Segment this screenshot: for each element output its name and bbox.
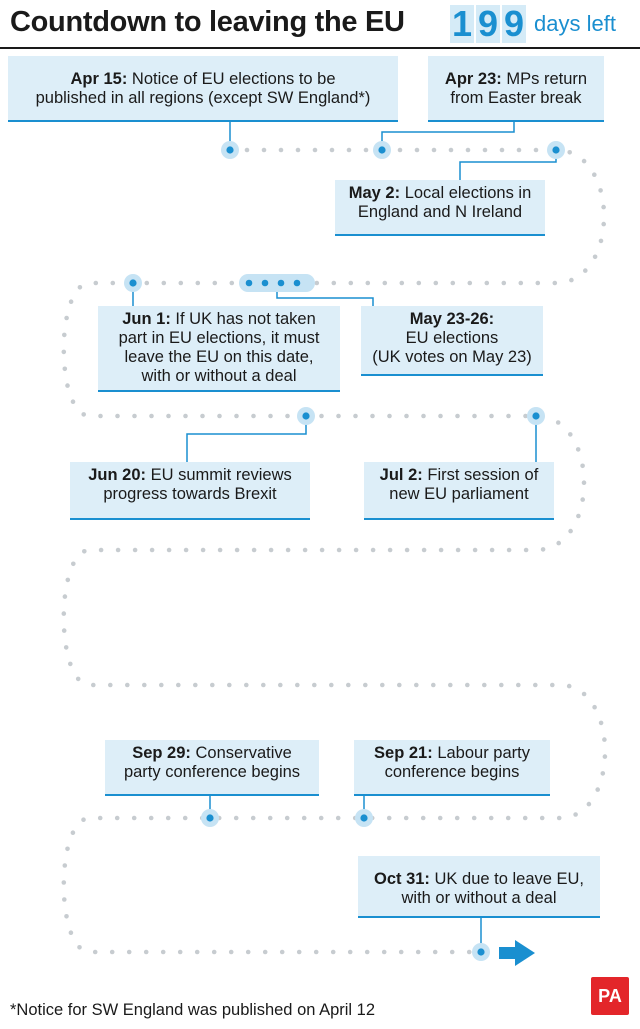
event-text: EU elections: [405, 329, 499, 347]
path-dot: [370, 414, 375, 419]
path-dot: [98, 816, 103, 821]
path-dot: [296, 148, 301, 153]
path-dot: [63, 594, 68, 599]
path-dot: [251, 414, 256, 419]
path-dot: [348, 950, 353, 955]
path-dot: [268, 816, 273, 821]
path-dot: [269, 548, 274, 553]
path-dot: [434, 281, 439, 286]
path-dot: [62, 880, 67, 885]
path-dot: [568, 529, 573, 534]
path-dot: [229, 950, 234, 955]
path-dot: [115, 816, 120, 821]
path-dot: [329, 683, 334, 688]
path-dot: [450, 950, 455, 955]
path-dot: [541, 547, 546, 552]
path-dot: [297, 950, 302, 955]
path-dot: [115, 414, 120, 419]
path-dot: [262, 148, 267, 153]
path-dot: [244, 683, 249, 688]
event-date: Sep 29:: [132, 744, 191, 762]
event-text: MPs return: [506, 70, 588, 88]
path-dot: [166, 414, 171, 419]
path-dot: [62, 333, 67, 338]
path-dot: [268, 414, 273, 419]
path-dot: [76, 677, 81, 682]
event-text: with or without a deal: [141, 367, 297, 385]
event-date: May 23-26:: [409, 310, 495, 328]
path-dot: [593, 254, 598, 259]
connector-line: [460, 150, 556, 180]
path-dot: [432, 148, 437, 153]
path-dot: [64, 914, 69, 919]
path-dot: [312, 683, 317, 688]
path-dot: [145, 281, 150, 286]
path-dot: [483, 148, 488, 153]
path-dot: [553, 281, 558, 286]
event-date: Jun 20:: [88, 466, 146, 484]
footnote: *Notice for SW England was published on April 12: [10, 1001, 376, 1019]
event-text: England and N Ireland: [357, 203, 523, 221]
path-dot: [416, 950, 421, 955]
path-dot: [125, 683, 130, 688]
path-dot: [142, 683, 147, 688]
path-dot: [183, 414, 188, 419]
event-jul2: [364, 462, 554, 520]
path-dot: [280, 950, 285, 955]
page-title: Countdown to leaving the EU: [10, 6, 405, 38]
path-dot: [149, 414, 154, 419]
path-dot: [583, 268, 588, 273]
path-dot: [302, 816, 307, 821]
path-dot: [245, 148, 250, 153]
path-dot: [489, 816, 494, 821]
path-dot: [178, 950, 183, 955]
path-dot: [99, 548, 104, 553]
path-dot: [336, 816, 341, 821]
path-dot: [556, 541, 561, 546]
counter-digit: 1: [451, 3, 473, 44]
arrow-icon: [499, 940, 535, 966]
event-marker-dot: [378, 146, 385, 153]
path-dot: [144, 950, 149, 955]
path-dot: [234, 816, 239, 821]
event-jun1: [98, 306, 340, 392]
path-dot: [601, 205, 606, 210]
path-dot: [278, 683, 283, 688]
path-dot: [65, 847, 70, 852]
event-marker-dot: [302, 412, 309, 419]
path-dot: [468, 281, 473, 286]
counter-digit: 9: [503, 3, 525, 44]
event-text: party conference begins: [123, 763, 301, 781]
path-dot: [161, 950, 166, 955]
path-dot: [400, 281, 405, 286]
event-sep29: [105, 740, 319, 796]
path-dot: [387, 414, 392, 419]
path-dot: [573, 812, 578, 817]
path-dot: [353, 414, 358, 419]
event-apr23: [428, 56, 604, 122]
path-dot: [331, 950, 336, 955]
event-jun20: [70, 462, 310, 520]
event-date: Sep 21:: [374, 744, 433, 762]
event-date: Apr 23:: [444, 70, 502, 88]
path-dot: [482, 683, 487, 688]
connector-lines: [133, 122, 556, 952]
path-dot: [519, 281, 524, 286]
path-dot: [601, 771, 606, 776]
event-text: If UK has not taken: [175, 310, 316, 328]
event-marker-dot: [278, 280, 285, 287]
path-dot: [533, 683, 538, 688]
event-date: Oct 31:: [373, 870, 430, 888]
event-text: from Easter break: [450, 89, 582, 107]
path-dot: [557, 816, 562, 821]
event-marker-dot: [226, 146, 233, 153]
counter-digit: 9: [477, 3, 499, 44]
event-marker-dot: [552, 146, 559, 153]
path-dot: [455, 816, 460, 821]
event-text: EU summit reviews: [150, 466, 292, 484]
event-may2326: [361, 306, 543, 376]
path-dot: [111, 281, 116, 286]
event-text: part in EU elections, it must: [118, 329, 320, 347]
path-dot: [184, 548, 189, 553]
event-text: published in all regions (except SW England*): [35, 89, 371, 107]
event-text: conference begins: [384, 763, 520, 781]
path-dot: [210, 683, 215, 688]
event-text: Notice of EU elections to be: [131, 70, 336, 88]
path-dot: [332, 281, 337, 286]
path-dot: [472, 816, 477, 821]
path-dot: [167, 548, 172, 553]
event-date: May 2:: [348, 184, 401, 202]
path-dot: [65, 383, 70, 388]
path-dot: [64, 316, 69, 321]
path-dot: [595, 787, 600, 792]
path-dot: [286, 548, 291, 553]
event-text: Labour party: [437, 744, 530, 762]
event-marker-dot: [477, 948, 484, 955]
event-marker-dot: [294, 280, 301, 287]
path-dot: [64, 645, 69, 650]
path-dot: [601, 222, 606, 227]
event-sep21: [354, 740, 550, 796]
path-dot: [235, 548, 240, 553]
path-dot: [62, 897, 67, 902]
path-dot: [313, 148, 318, 153]
path-dot: [592, 705, 597, 710]
path-dot: [421, 414, 426, 419]
event-text: UK due to leave EU,: [434, 870, 585, 888]
path-dot: [540, 816, 545, 821]
path-dot: [263, 950, 268, 955]
event-marker-dot: [532, 412, 539, 419]
path-dot: [433, 950, 438, 955]
path-dot: [383, 281, 388, 286]
path-dot: [576, 514, 581, 519]
path-dot: [77, 945, 82, 950]
path-dot: [364, 148, 369, 153]
event-date: Apr 15:: [70, 70, 128, 88]
path-dot: [132, 816, 137, 821]
dotted-path: [62, 148, 608, 955]
path-dot: [295, 683, 300, 688]
path-dot: [195, 950, 200, 955]
path-dot: [200, 414, 205, 419]
path-dot: [507, 548, 512, 553]
path-dot: [94, 281, 99, 286]
path-dot: [550, 683, 555, 688]
path-dot: [387, 816, 392, 821]
path-dot: [439, 548, 444, 553]
event-text: First session of: [427, 466, 539, 484]
event-marker-dot: [262, 280, 269, 287]
path-dot: [580, 497, 585, 502]
path-dot: [366, 281, 371, 286]
path-dot: [183, 816, 188, 821]
path-dot: [285, 414, 290, 419]
path-dot: [227, 683, 232, 688]
path-dot: [285, 816, 290, 821]
path-dot: [71, 830, 76, 835]
path-dot: [499, 683, 504, 688]
path-dot: [455, 414, 460, 419]
path-dot: [490, 548, 495, 553]
path-dot: [69, 299, 74, 304]
path-dot: [330, 148, 335, 153]
path-dot: [599, 239, 604, 244]
event-marker-dot: [206, 814, 213, 821]
path-dot: [69, 930, 74, 935]
path-dot: [485, 281, 490, 286]
path-dot: [422, 548, 427, 553]
path-dot: [81, 412, 86, 417]
path-dot: [438, 816, 443, 821]
path-dot: [421, 816, 426, 821]
path-dot: [82, 549, 87, 554]
path-dot: [472, 414, 477, 419]
path-dot: [81, 817, 86, 822]
event-marker-dot: [129, 279, 136, 286]
path-dot: [218, 548, 223, 553]
event-text: with or without a deal: [401, 889, 557, 907]
path-dot: [431, 683, 436, 688]
event-marker-dot: [360, 814, 367, 821]
path-dot: [212, 950, 217, 955]
path-dot: [320, 548, 325, 553]
path-dot: [159, 683, 164, 688]
path-dot: [523, 816, 528, 821]
event-date: Jun 1:: [122, 310, 171, 328]
path-dot: [93, 950, 98, 955]
path-dot: [580, 464, 585, 469]
path-dot: [567, 150, 572, 155]
path-dot: [246, 950, 251, 955]
path-dot: [502, 281, 507, 286]
path-dot: [582, 159, 587, 164]
path-dot: [524, 548, 529, 553]
path-dot: [319, 414, 324, 419]
event-text: new EU parliament: [389, 485, 529, 503]
path-dot: [467, 950, 472, 955]
path-dot: [166, 816, 171, 821]
path-dot: [414, 683, 419, 688]
connector-line: [382, 122, 514, 150]
days-left-label: days left: [534, 11, 616, 36]
path-dot: [251, 816, 256, 821]
path-dot: [66, 578, 71, 583]
path-dot: [230, 281, 235, 286]
path-dot: [319, 816, 324, 821]
path-dot: [536, 281, 541, 286]
path-dot: [449, 148, 454, 153]
event-text: Conservative: [195, 744, 292, 762]
path-dot: [354, 548, 359, 553]
event-apr15: [8, 56, 398, 122]
path-dot: [598, 188, 603, 193]
path-dot: [63, 863, 68, 868]
path-dot: [363, 683, 368, 688]
path-dot: [110, 950, 115, 955]
path-dot: [398, 148, 403, 153]
path-dot: [315, 281, 320, 286]
event-text: (UK votes on May 23): [372, 348, 532, 366]
path-dot: [196, 281, 201, 286]
event-marker-dot: [246, 280, 253, 287]
path-dot: [365, 950, 370, 955]
path-dot: [91, 683, 96, 688]
event-text: leave the EU on this date,: [124, 348, 314, 366]
path-dot: [448, 683, 453, 688]
path-dot: [162, 281, 167, 286]
path-dot: [417, 281, 422, 286]
path-dot: [506, 414, 511, 419]
path-dot: [98, 414, 103, 419]
path-dot: [213, 281, 218, 286]
path-dot: [534, 148, 539, 153]
path-dot: [466, 148, 471, 153]
path-dot: [473, 548, 478, 553]
path-dot: [404, 816, 409, 821]
path-dot: [150, 548, 155, 553]
path-dot: [506, 816, 511, 821]
connector-line: [187, 416, 306, 462]
path-dot: [399, 950, 404, 955]
path-dot: [62, 628, 67, 633]
path-dot: [404, 414, 409, 419]
event-oct31: [358, 856, 600, 918]
path-dot: [489, 414, 494, 419]
path-dot: [347, 148, 352, 153]
path-dot: [68, 662, 73, 667]
path-dot: [62, 611, 67, 616]
event-text: progress towards Brexit: [103, 485, 277, 503]
path-dot: [149, 816, 154, 821]
path-dot: [108, 683, 113, 688]
path-dot: [63, 367, 68, 372]
path-dot: [500, 148, 505, 153]
path-dot: [451, 281, 456, 286]
path-dot: [116, 548, 121, 553]
path-dot: [465, 683, 470, 688]
path-dot: [217, 414, 222, 419]
path-dot: [415, 148, 420, 153]
event-may2: [335, 180, 545, 236]
path-dot: [127, 950, 132, 955]
path-dot: [78, 285, 83, 290]
path-dot: [568, 432, 573, 437]
event-date: Jul 2:: [379, 466, 423, 484]
path-dot: [314, 950, 319, 955]
path-dot: [132, 414, 137, 419]
path-dot: [252, 548, 257, 553]
path-dot: [382, 950, 387, 955]
path-dot: [582, 480, 587, 485]
path-dot: [71, 399, 76, 404]
path-dot: [569, 278, 574, 283]
path-dot: [349, 281, 354, 286]
pa-logo: PA: [591, 977, 629, 1015]
path-dot: [405, 548, 410, 553]
path-dot: [303, 548, 308, 553]
path-dot: [371, 548, 376, 553]
path-dot: [133, 548, 138, 553]
path-dot: [397, 683, 402, 688]
event-text: Local elections in: [404, 184, 532, 202]
path-dot: [380, 683, 385, 688]
path-dot: [517, 148, 522, 153]
path-dot: [582, 692, 587, 697]
path-dot: [71, 562, 76, 567]
path-dot: [603, 754, 608, 759]
path-dot: [516, 683, 521, 688]
path-dot: [438, 414, 443, 419]
path-dot: [346, 683, 351, 688]
path-dot: [337, 548, 342, 553]
path-dot: [62, 350, 67, 355]
path-dot: [176, 683, 181, 688]
path-dot: [456, 548, 461, 553]
path-dot: [587, 802, 592, 807]
path-dot: [336, 414, 341, 419]
path-dot: [234, 414, 239, 419]
path-dot: [592, 172, 597, 177]
path-dot: [179, 281, 184, 286]
path-dot: [193, 683, 198, 688]
path-dot: [388, 548, 393, 553]
path-dot: [599, 721, 604, 726]
path-dot: [602, 737, 607, 742]
path-dot: [567, 684, 572, 689]
path-dot: [261, 683, 266, 688]
path-dot: [279, 148, 284, 153]
path-dot: [201, 548, 206, 553]
event-markers: [124, 141, 565, 961]
path-dot: [576, 447, 581, 452]
path-dot: [556, 420, 561, 425]
